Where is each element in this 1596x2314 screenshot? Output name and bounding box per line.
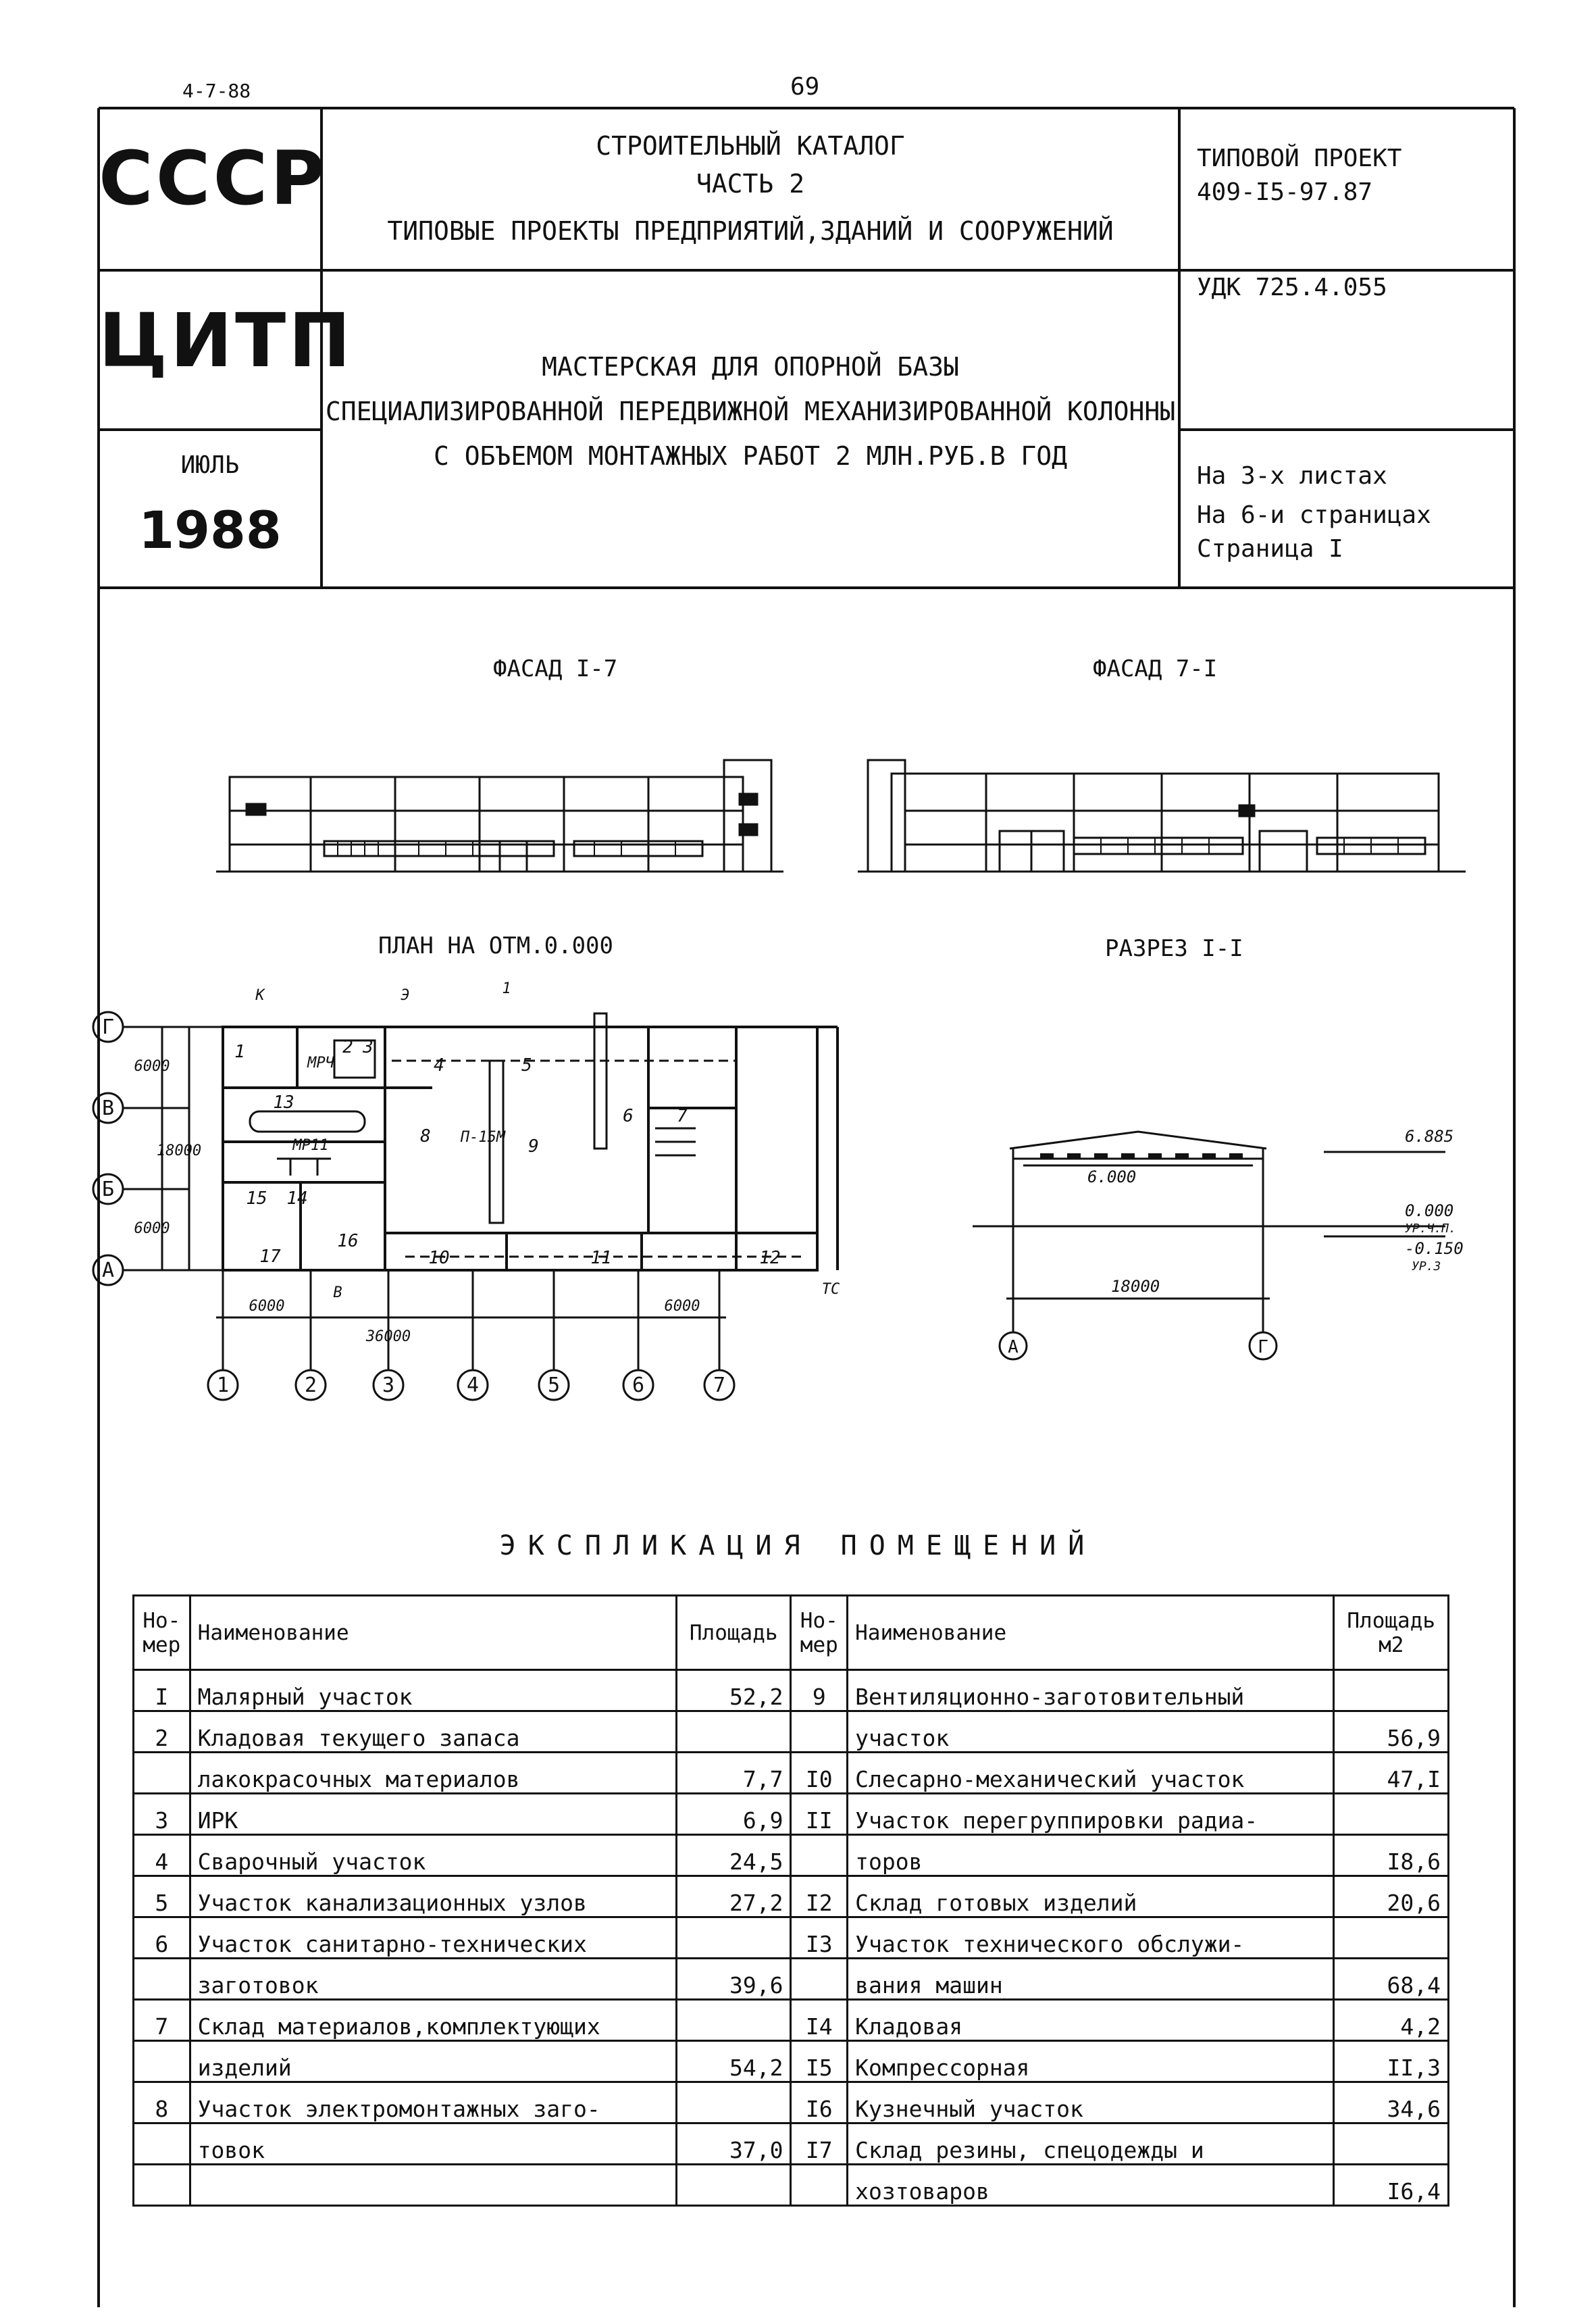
axis-number: 4 xyxy=(466,1374,480,1397)
room-number: 17 xyxy=(259,1247,281,1267)
plan-title: ПЛАН НА ОТМ.0.000 xyxy=(378,932,613,959)
room-number: 15 xyxy=(246,1188,267,1209)
room-number: 8 xyxy=(420,1126,431,1147)
dim-label: 6000 xyxy=(664,1298,700,1315)
row-area xyxy=(676,2000,790,2041)
room-number: 12 xyxy=(759,1248,781,1268)
axis-number: 5 xyxy=(547,1374,561,1397)
row-area: I6,4 xyxy=(1334,2165,1449,2206)
row-area xyxy=(676,2165,790,2206)
row-area xyxy=(676,2082,790,2123)
facade-2-title: ФАСАД 7-I xyxy=(1093,655,1218,682)
room-number: 13 xyxy=(273,1092,294,1113)
col-name: Наименование xyxy=(848,1596,1334,1670)
row-number: I2 xyxy=(791,1876,848,1917)
row-number: II xyxy=(791,1794,848,1835)
row-name: вания машин xyxy=(848,1959,1334,2000)
row-number: I5 xyxy=(791,2041,848,2082)
col-area: Площадь xyxy=(676,1596,790,1670)
table-row xyxy=(134,1959,1449,2000)
row-number: I0 xyxy=(791,1753,848,1794)
title-line: СПЕЦИАЛИЗИРОВАННОЙ ПЕРЕДВИЖНОЙ МЕХАНИЗИРОВАННОЙ КОЛОННЫ xyxy=(325,397,1176,426)
row-number xyxy=(134,1959,190,2000)
floor-plan xyxy=(88,973,844,1426)
row-name: Склад готовых изделий xyxy=(848,1876,1334,1917)
facade-1-drawing xyxy=(216,757,783,878)
axis-number: 2 xyxy=(304,1374,317,1397)
cut-label: 1 xyxy=(502,980,511,997)
row-name: Кладовая текущего запаса xyxy=(190,1711,676,1753)
entry-label: В xyxy=(333,1284,342,1301)
row-number: 4 xyxy=(134,1835,190,1876)
row-number: 9 xyxy=(791,1670,848,1711)
catalog-line: ЧАСТЬ 2 xyxy=(696,169,805,199)
row-area: 37,0 xyxy=(676,2123,790,2165)
row-area: II,3 xyxy=(1334,2041,1449,2082)
room-number: 9 xyxy=(528,1136,539,1157)
row-name: хозтоваров xyxy=(848,2165,1334,2206)
row-name: торов xyxy=(848,1835,1334,1876)
project-code-line: 409-I5-97.87 xyxy=(1197,178,1373,206)
explication-table xyxy=(132,1594,1449,2207)
row-area xyxy=(1334,1794,1449,1835)
room-number: 1 xyxy=(234,1042,245,1062)
section-drawing xyxy=(973,1101,1506,1385)
year-label: 1988 xyxy=(138,500,282,560)
row-area: 4,2 xyxy=(1334,2000,1449,2041)
project-title xyxy=(321,345,1179,478)
room-number: 4 xyxy=(434,1055,444,1076)
dim-label: 6000 xyxy=(134,1220,170,1237)
row-name: Участок перегруппировки радиа- xyxy=(848,1794,1334,1835)
row-number: I xyxy=(134,1670,190,1711)
row-name: Участок электромонтажных заго- xyxy=(190,2082,676,2123)
facade-1-title: ФАСАД I-7 xyxy=(493,655,618,682)
table-row xyxy=(134,2123,1449,2165)
col-num: Но-мер xyxy=(791,1596,848,1670)
table-row xyxy=(134,1753,1449,1794)
catalog-line: СТРОИТЕЛЬНЫЙ КАТАЛОГ xyxy=(596,131,905,161)
axis-letter: В xyxy=(101,1097,115,1120)
axis-letter: Б xyxy=(101,1178,115,1201)
col-num: Но-мер xyxy=(134,1596,190,1670)
entry-label: ТС xyxy=(821,1281,840,1298)
dim-label: 6000 xyxy=(249,1298,285,1315)
row-number: I4 xyxy=(791,2000,848,2041)
row-number: 6 xyxy=(134,1917,190,1959)
table-row xyxy=(134,1835,1449,1876)
row-name: товок xyxy=(190,2123,676,2165)
col-name: Наименование xyxy=(190,1596,676,1670)
room-number: 11 xyxy=(590,1248,612,1268)
row-name: Кузнечный участок xyxy=(848,2082,1334,2123)
row-number xyxy=(791,2165,848,2206)
udk-code: УДК 725.4.055 xyxy=(1197,274,1387,301)
row-name: Компрессорная xyxy=(848,2041,1334,2082)
elev-top: 6.885 xyxy=(1405,1127,1454,1146)
row-number: 5 xyxy=(134,1876,190,1917)
elev-crane: 6.000 xyxy=(1087,1167,1137,1186)
citp-label: ЦИТП xyxy=(99,297,354,384)
row-name: ИРК xyxy=(190,1794,676,1835)
room-number: 10 xyxy=(428,1248,450,1268)
elev-ground-note: УР.З xyxy=(1412,1259,1441,1274)
room-number: 3 xyxy=(363,1037,374,1057)
row-number: I3 xyxy=(791,1917,848,1959)
row-name: Склад материалов,комплектующих xyxy=(190,2000,676,2041)
page-number: 69 xyxy=(790,73,820,101)
table-row xyxy=(134,1670,1449,1711)
equipment-label: МРЧ xyxy=(307,1055,334,1072)
catalog-line: ТИПОВЫЕ ПРОЕКТЫ ПРЕДПРИЯТИЙ,ЗДАНИЙ И СООРУЖЕНИЙ xyxy=(387,216,1114,246)
section-axis: Г xyxy=(1258,1337,1268,1357)
row-name: Участок санитарно-технических xyxy=(190,1917,676,1959)
row-area: 39,6 xyxy=(676,1959,790,2000)
row-area xyxy=(1334,2123,1449,2165)
row-number: I7 xyxy=(791,2123,848,2165)
table-row xyxy=(134,1711,1449,1753)
elev-zero: 0.000 xyxy=(1405,1201,1454,1220)
room-number: 7 xyxy=(677,1106,688,1126)
dim-label: 36000 xyxy=(365,1328,411,1345)
facade-2-drawing xyxy=(858,750,1486,878)
row-area: 52,2 xyxy=(676,1670,790,1711)
row-name: Кладовая xyxy=(848,2000,1334,2041)
row-area: 68,4 xyxy=(1334,1959,1449,2000)
row-area xyxy=(676,1917,790,1959)
row-area: 54,2 xyxy=(676,2041,790,2082)
row-name: Слесарно-механический участок xyxy=(848,1753,1334,1794)
table-row xyxy=(134,2165,1449,2206)
elev-ground: -0.150 xyxy=(1405,1239,1464,1258)
section-span: 18000 xyxy=(1111,1277,1160,1296)
row-number: 8 xyxy=(134,2082,190,2123)
axis-letter: А xyxy=(101,1259,115,1282)
row-area: I8,6 xyxy=(1334,1835,1449,1876)
table-row xyxy=(134,2041,1449,2082)
row-name: Участок технического обслужи- xyxy=(848,1917,1334,1959)
entry-label: Э xyxy=(401,987,410,1004)
row-area: 6,9 xyxy=(676,1794,790,1835)
month-label: ИЮЛЬ xyxy=(180,451,240,479)
entry-label: К xyxy=(255,987,265,1004)
row-area xyxy=(1334,1670,1449,1711)
pages-count: На 6-и страницах xyxy=(1197,501,1431,529)
row-number: 2 xyxy=(134,1711,190,1753)
row-number xyxy=(134,1753,190,1794)
ussr-label: СССР xyxy=(99,135,328,222)
row-number xyxy=(791,1959,848,2000)
crane-label: П-15М xyxy=(460,1129,506,1146)
row-area: 7,7 xyxy=(676,1753,790,1794)
explication-title: ЭКСПЛИКАЦИЯ ПОМЕЩЕНИЙ xyxy=(499,1530,1097,1561)
project-code xyxy=(1197,142,1401,209)
row-number xyxy=(134,2123,190,2165)
row-number xyxy=(134,2041,190,2082)
row-area: 47,I xyxy=(1334,1753,1449,1794)
sheet-info xyxy=(1197,454,1431,566)
row-name: Малярный участок xyxy=(190,1670,676,1711)
title-line: С ОБЪЕМОМ МОНТАЖНЫХ РАБОТ 2 МЛН.РУБ.В ГОД xyxy=(434,441,1067,471)
room-number: 16 xyxy=(337,1231,359,1251)
row-name: заготовок xyxy=(190,1959,676,2000)
axis-number: 6 xyxy=(632,1374,645,1397)
dim-label: 6000 xyxy=(134,1058,170,1075)
row-name xyxy=(190,2165,676,2206)
row-name: Участок канализационных узлов xyxy=(190,1876,676,1917)
doc-code: 4-7-88 xyxy=(182,80,251,102)
row-name: Вентиляционно-заготовительный xyxy=(848,1670,1334,1711)
room-number: 14 xyxy=(286,1188,308,1209)
axis-number: 3 xyxy=(382,1374,395,1397)
table-row xyxy=(134,2000,1449,2041)
row-area: 20,6 xyxy=(1334,1876,1449,1917)
elev-zero-note: УР.Ч.П. xyxy=(1405,1222,1456,1236)
row-number xyxy=(791,1711,848,1753)
row-area: 34,6 xyxy=(1334,2082,1449,2123)
row-area: 27,2 xyxy=(676,1876,790,1917)
dim-label: 18000 xyxy=(156,1142,202,1159)
row-area xyxy=(676,1711,790,1753)
project-code-line: ТИПОВОЙ ПРОЕКТ xyxy=(1197,145,1402,172)
room-number: 6 xyxy=(623,1106,634,1126)
room-number: 2 xyxy=(342,1037,353,1057)
equipment-label: МР11 xyxy=(292,1137,329,1154)
row-number: I6 xyxy=(791,2082,848,2123)
row-number: 7 xyxy=(134,2000,190,2041)
table-row xyxy=(134,1917,1449,1959)
section-title: РАЗРЕЗ I-I xyxy=(1105,935,1243,962)
axis-letter: Г xyxy=(101,1015,115,1039)
room-number: 5 xyxy=(521,1055,532,1076)
row-number: 3 xyxy=(134,1794,190,1835)
section-axis: А xyxy=(1008,1337,1019,1357)
catalog-heading xyxy=(321,125,1179,252)
row-name: изделий xyxy=(190,2041,676,2082)
row-name: Склад резины, спецодежды и xyxy=(848,2123,1334,2165)
table-row xyxy=(134,1794,1449,1835)
row-area: 24,5 xyxy=(676,1835,790,1876)
table-header-row xyxy=(134,1596,1449,1670)
table-row xyxy=(134,1876,1449,1917)
row-name: участок xyxy=(848,1711,1334,1753)
table-row xyxy=(134,2082,1449,2123)
row-number xyxy=(791,1835,848,1876)
row-name: лакокрасочных материалов xyxy=(190,1753,676,1794)
row-area xyxy=(1334,1917,1449,1959)
row-area: 56,9 xyxy=(1334,1711,1449,1753)
row-name: Сварочный участок xyxy=(190,1835,676,1876)
row-number xyxy=(134,2165,190,2206)
sheets-count: На 3-х листах xyxy=(1197,462,1387,490)
axis-number: 1 xyxy=(216,1374,230,1397)
title-line: МАСТЕРСКАЯ ДЛЯ ОПОРНОЙ БАЗЫ xyxy=(542,352,959,382)
col-area: Площадь м2 xyxy=(1334,1596,1449,1670)
axis-number: 7 xyxy=(713,1374,726,1397)
page-label: Страница I xyxy=(1197,535,1343,563)
